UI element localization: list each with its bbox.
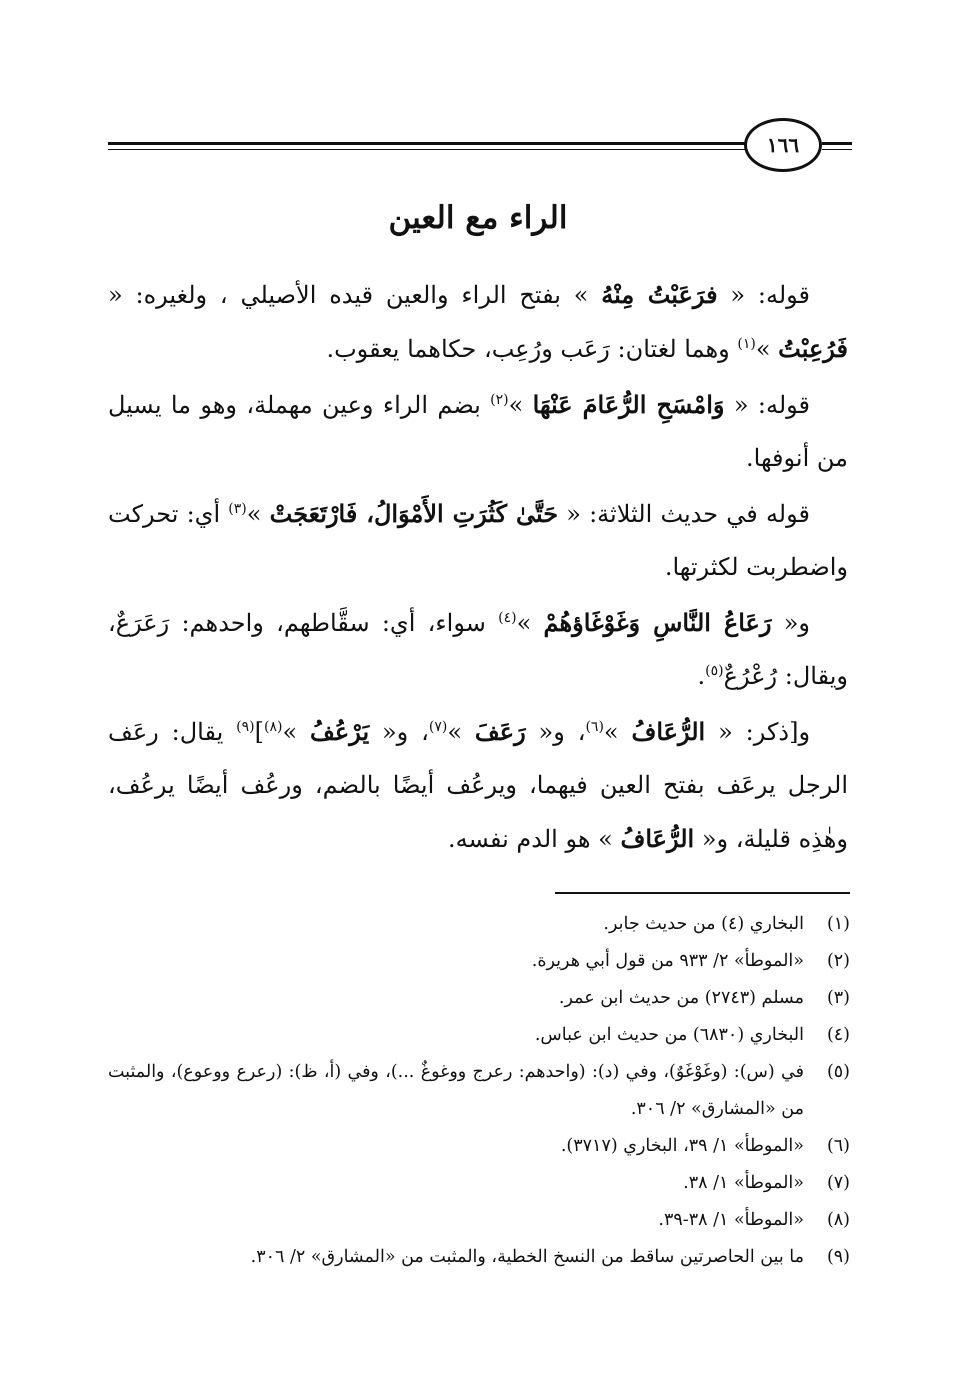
footnote xyxy=(108,1239,850,1276)
text-run: » xyxy=(447,718,475,746)
text-run: . xyxy=(697,662,706,690)
footnote-number: (١) xyxy=(826,914,850,934)
header-rule-tail-thick xyxy=(822,142,852,145)
footnote-text: البخاري (٤) من حديث جابر. xyxy=(603,914,804,934)
text-run: ، و« xyxy=(525,718,586,746)
highlighted-term: وَامْسَحِ الرُّعَامَ عَنْهَا xyxy=(532,390,725,419)
text-run: أي: تحركت واضطربت لكثرتها. xyxy=(108,500,848,581)
highlighted-term: يَرْعُفُ xyxy=(310,717,370,746)
footnote-text: مسلم (٢٧٤٣) من حديث ابن عمر. xyxy=(558,988,804,1008)
footnote xyxy=(108,1128,850,1165)
footnote xyxy=(108,1054,850,1128)
highlighted-term: رَعَفَ xyxy=(474,717,526,746)
footnote-text: ما بين الحاصرتين ساقط من النسخ الخطية، والمثبت من «المشارق» ٢/ ٣٠٦. xyxy=(250,1247,804,1267)
paragraph xyxy=(108,705,848,866)
text-run: » xyxy=(755,335,779,363)
paragraph xyxy=(108,268,848,376)
text-run: قوله: « xyxy=(724,391,811,419)
footnote-ref: (٦) xyxy=(585,719,604,735)
footnote-ref: (٩) xyxy=(236,719,255,735)
text-run: ] xyxy=(254,718,264,746)
text-run: بضم الراء وعين مهملة، وهو ما يسيل من أنوفها. xyxy=(108,391,848,472)
footnote-number: (٣) xyxy=(826,988,850,1008)
header-rule-thick xyxy=(108,142,748,145)
highlighted-term: حَتَّىٰ كَثُرَتِ الأَمْوَالُ، فَارْتَعَجَتْ xyxy=(269,499,559,528)
footnote-text: «الموطأ» ١/ ٣٨-٣٩. xyxy=(658,1210,804,1230)
footnote-number: (٧) xyxy=(826,1173,850,1193)
highlighted-term: الرُّعَافُ xyxy=(620,824,695,853)
page-header xyxy=(108,118,848,176)
footnote-number: (٨) xyxy=(826,1210,850,1230)
paragraph xyxy=(108,596,848,703)
footnote-number: (٤) xyxy=(826,1025,850,1045)
highlighted-term: فَرُعِبْتُ xyxy=(778,334,848,363)
text-run: » بفتح الراء والعين قيده الأصيلي ، ولغيره: « xyxy=(108,281,602,309)
footnote-ref: (٢) xyxy=(490,392,509,408)
text-run: » xyxy=(508,391,533,419)
footnote-text: في (س): (وغَوْغَوٌ)، وفي (د): (واحدهم: رعرج ووغوغٌ ...)، وفي (أ، ظ): (رعرع ووعوع)، والمثبت من «المشارق» ٢/ ٣٠٦. xyxy=(108,1062,804,1119)
footnote-number: (٦) xyxy=(826,1136,850,1156)
text-run: » xyxy=(603,718,632,746)
footnote-separator xyxy=(555,892,850,894)
main-text xyxy=(108,268,848,868)
text-run: » هو الدم نفسه. xyxy=(448,825,621,853)
footnote-ref: (٧) xyxy=(428,719,448,735)
header-rule-tail-thin xyxy=(822,149,852,150)
paragraph xyxy=(108,487,848,594)
text-run: ، و« xyxy=(369,718,429,746)
footnote-ref: (٤) xyxy=(498,610,517,626)
footnote-number: (٥) xyxy=(826,1062,850,1082)
text-run: و« xyxy=(771,609,810,637)
footnote xyxy=(108,980,850,1017)
text-run: و[ذكر: « xyxy=(705,718,811,746)
highlighted-term: الرُّعَافُ xyxy=(631,717,706,746)
footnote-text: «الموطأ» ١/ ٣٩، البخاري (٣٧١٧). xyxy=(560,1136,804,1156)
footnote xyxy=(108,1165,850,1202)
highlighted-term: رَعَاعُ النَّاسِ وَغَوْغَاؤهُمْ xyxy=(543,608,772,637)
text-run: سواء، أي: سقَّاطهم، واحدهم: رَعَرَعٌ، ويقال: رُعْرُعٌ xyxy=(108,609,848,690)
footnote xyxy=(108,943,850,980)
footnote-text: البخاري (٦٨٣٠) من حديث ابن عباس. xyxy=(534,1025,804,1045)
highlighted-term: فرَعَبْتُ مِنْهُ xyxy=(601,280,718,309)
text-run: » xyxy=(516,609,544,637)
footnote-ref: (٥) xyxy=(705,663,724,679)
paragraph xyxy=(108,378,848,485)
footnote-number: (٩) xyxy=(826,1247,850,1267)
section-title: الراء مع العين xyxy=(388,200,568,236)
footnote-ref: (٣) xyxy=(228,501,247,517)
footnote-ref: (١) xyxy=(737,336,756,352)
text-run: » xyxy=(282,718,311,746)
text-run: وهما لغتان: رَعَب ورُعِب، حكاهما يعقوب. xyxy=(326,335,738,363)
footnote-number: (٢) xyxy=(826,951,850,971)
footnote-text: «الموطأ» ١/ ٣٨. xyxy=(683,1173,804,1193)
text-run: قوله: « xyxy=(717,281,810,309)
footnote xyxy=(108,906,850,943)
text-run: يقال: رعَف الرجل يرعَف بفتح العين فيهما، ويرعُف أيضًا بالضم، ورعُف أيضًا يرعُف، وهٰذِه قليلة، و« xyxy=(108,718,849,853)
footnote-ref: (٨) xyxy=(264,719,283,735)
page-number: ١٦٦ xyxy=(744,118,822,172)
footnote-text: «الموطأ» ٢/ ٩٣٣ من قول أبي هريرة. xyxy=(531,951,804,971)
header-rule-thin xyxy=(108,149,748,150)
text-run: قوله في حديث الثلاثة: « xyxy=(558,500,810,528)
footnotes xyxy=(108,906,850,1276)
footnote xyxy=(108,1202,850,1239)
text-run: » xyxy=(246,500,270,528)
footnote xyxy=(108,1017,850,1054)
